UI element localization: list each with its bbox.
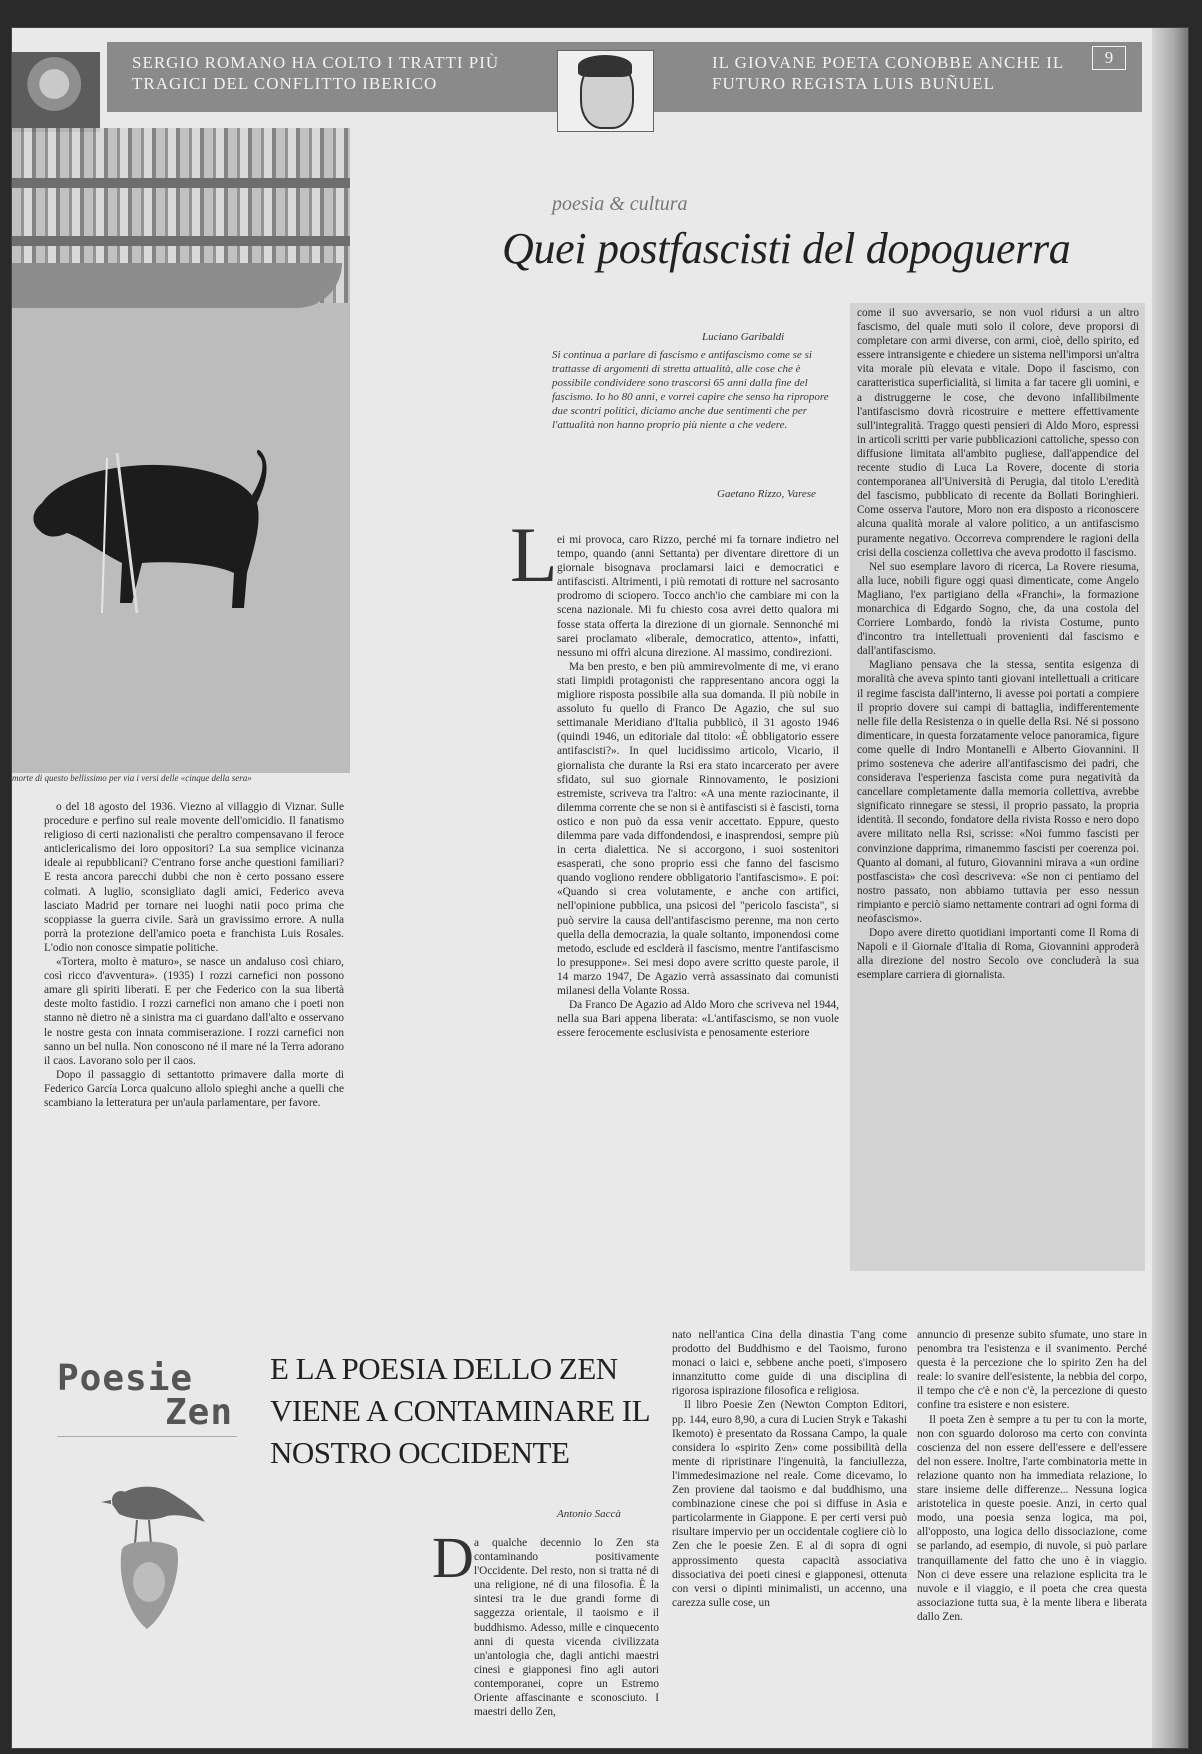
article-paragraph: Nel suo esemplare lavoro di ricerca, La Rovere riesuma, alla luce, nobili figure oggi quasi dimenticate, come Angelo Magliano, l'ex partigiano della «Franchi», la formazione monarchica di Edgardo Sogno, che, da una costola del Corriere Lombardo, fondò la rivista Costume, punto d'incontro tra intellettuali provenienti dal fascismo e dall'antifascismo. (857, 560, 1139, 658)
book-cover (47, 1346, 247, 1726)
bird-illustration (97, 1464, 207, 1634)
zen-headline: E LA POESIA DELLO ZEN VIENE A CONTAMINARE IL NOSTRO OCCIDENTE (270, 1351, 649, 1470)
zen-column-2 (672, 1328, 907, 1726)
header-left-headline: SERGIO ROMANO HA COLTO I TRATTI PIÙ TRAGICI DEL CONFLITTO IBERICO (132, 53, 500, 93)
header-right-headline: IL GIOVANE POETA CONOBBE ANCHE IL FUTURO REGISTA LUIS BUÑUEL (712, 53, 1064, 93)
photo-caption: morte di questo bellissimo per via i versi delle «cinque della sera» (12, 773, 252, 783)
epigraph-signature: Gaetano Rizzo, Varese (717, 488, 816, 500)
article-paragraph: Da Franco De Agazio ad Aldo Moro che scriveva nel 1944, nella sua Bari appena liberata: «L'antifascismo, se non vuole essere ferocemente esclusivista e penosamente esteriore (557, 999, 839, 1040)
article-headline: Quei postfascisti del dopoguerra (502, 224, 1071, 273)
zen-paragraph: nato nell'antica Cina della dinastia T'ang come prodotto del Buddhismo e del Taoismo, furono monaci o laici e, sebbene anche poeti, s'imposero innanzitutto come guide di una disciplina di rigorosa ispirazione filosofica e religiosa. (672, 1329, 907, 1398)
zen-paragraph: Il poeta Zen è sempre a tu per tu con la morte, non con sguardo doloroso ma certo con convinta coscienza del non essere dell'essere e dell'essere del non essere. Inoltre, l'arte combinatoria mette in relazione quanto non ha immediata relazione, lo stare insieme delle differenze... Nessuna logica aristotelica in queste poesie. Anzi, in certo qual modo, una poesia senza logica, ma poi, all'opposto, una logica dello dissociazione, come se parlando, ad esempio, di nuvole, si può parlare tranquillamente del fatto che uno è in viaggio. Non ci deve essere una relazione esplicita tra le nuvole e il viaggio, e il poeta che crea questa associazione tutta sua, è la mente libera e liberata dallo Zen. (917, 1413, 1147, 1623)
article-paragraph: Ma ben presto, e ben più ammirevolmente di me, vi erano stati limpidi protagonisti che rappresentano ancora oggi la migliore risposta possibile alla sua domanda. Il più nobile in assoluto fu quello di Franco De Agazio, che sul suo settimanale Meridiano d'Italia pubblicò, il 31 agosto 1946 (quindi 1946, un editoriale dal titolo: «È obbligatorio essere antifascisti?». In quel lucidissimo articolo, Vicario, il giornalista che durante la Rsi era stato incarcerato per avere sfidato, sul suo giornale Rinnovamento, le posizioni estremiste, scriveva tra l'altro: «A una mente raziocinante, il dilemma corrente che se non si è antifascisti si è fascisti, torna ostico e non può da essa venir accettato. Eppure, questo dilemma pare vada diffondendosi, e inasprendosi, sempre più in certa dialettica. Ne si accorgono, i suoi sostenitori esasperati, che sono proprio essi che fanno del fascismo quando vogliono rendere obbligatorio l'antifascismo». E poi: «Quando si crea volutamente, e anche con artifici, nell'opinione pubblica, una psicosi del "pericolo fascista", si può servire la causa dell'antifascismo perenne, ma non certo quella della democrazia, la quale soltanto, imponendosi come metodo, esclude ed esclderà il fascismo, mentre l'antifascismo lo presuppone». Sei mesi dopo avere scritto queste parole, il 14 marzo 1947, De Agazio verrà assassinato dai comunisti milanesi della Volante Rossa. (557, 660, 839, 997)
zen-paragraph: a qualche decennio lo Zen sta contaminando positivamente l'Occidente. Del resto, non si tratta né di una religione, né di una filosofia. È la sintesi tra le due grandi forme di saggezza orientale, il taoismo e il buddhismo. Adesso, mille e cinquecento anni di questa vicenda civilizzata un'antologia che, dagli antichi maestri cinesi e giapponesi fino agli autori contemporanei, copre un Estremo Oriente affascinante e sconosciuto. I maestri dello Zen, (474, 1537, 659, 1719)
zen-column-3 (917, 1328, 1147, 1726)
page-spine (1152, 28, 1188, 1748)
book-title-line2: Zen (165, 1392, 234, 1433)
left-paragraph: o del 18 agosto del 1936. Viezno al villaggio di Viznar. Sulle procedure e perfino sul reale movente dell'omicidio. Il fanatismo religioso di certi nazionalisti che peraltro compensavano il feroce anticlericalismo dei loro oppositori? La sua semplice vicinanza ideale ai repubblicani? C'entrano forse anche questioni familiari? E resta ancora parecchi dubbi che non è certo possano essere colmati. A luglio, sconsigliato dagli amici, Federico aveva lasciato Madrid per tornare nei luoghi natii poco prima che scoppiasse la guerra civile. Sarà un gravissimo errore. A nulla porrà la protezione dell'amico poeta e franchista Luis Rosales. L'odio non conosce simpatie politiche. (44, 801, 344, 954)
drop-cap-d: D (432, 1525, 474, 1590)
article-column-2 (857, 306, 1139, 1266)
page-number: 9 (1092, 46, 1126, 70)
zen-column-1 (474, 1536, 659, 1726)
article-epigraph: Si continua a parlare di fascismo e antifascismo come se si trattasse di argomenti di stretta attualità, alle cose che è possibile condividere sono trascorsi 65 anni dalla fine del fascismo. Io ho 80 anni, e vorrei capire che senso ha ripropore due scontri politici, diciamo anche due sentimenti che per l'attualità non hanno proprio più niente a che vedere. (552, 349, 829, 431)
newspaper-page (12, 28, 1188, 1748)
portrait-hair (578, 55, 632, 77)
article-paragraph: come il suo avversario, se non vuol ridursi a un altro fascismo, del quale muti solo il colore, deve proporsi di completare con armi diverse, con armi, cioè, dello spirito, ed essere intransigente e chiedere un sistema nell'imporsi un'altra vita morale più elevata e vitale. Dopo il fascismo, con caratteristica superficialità, si limita a far tacere gli uomini, e a distruggerne le cose, che devono infallibilmente l'antifascismo dovrà ricostruire e mettere effettivamente sull'integralità. Traggo questi pensieri di Aldo Moro, espressi in articoli scritti per varie pubblicazioni cattoliche, spesso con diffusione limitata all'ambito pugliese, dall'appendice del recente studio di Luca La Rovere, docente di storia contemporanea all'Università di Perugia, dal titolo L'eredità del fascismo, pubblicato di recente da Bollati Boringhieri. Come osserva l'autore, Moro non era disposto a riconoscere alcuna qualità morale al valore politico, a un antifascismo puramente negativo. Occorreva comprendere le ragioni della crisi della coscienza collettiva che aveva prodotto il fascismo. (857, 307, 1139, 559)
article-paragraph: Magliano pensava che la stessa, sentita esigenza di moralità che aveva spinto tanti giovani intellettuali a criticare il regime fascista dall'interno, li avesse poi portati a compiere il proprio dovere sui campi di battaglia, indifferentemente nelle file della Resistenza o in quelle della Rsi. Né si possono dimenticare, in questa forzatamente veloce panoramica, figure come quelle di Indro Montanelli e Alberto Giovannini. Il primo sosteneva che aderire all'antifascismo dei padri, che considerava l'esperienza fascista come pura negatività da cancellare completamente dalla memoria collettiva, avrebbe significato rinnegare se stessi, il proprio passato, la propria identità. Il secondo, fondatore della rivista Rosso e nero dopo avere militato nella Rsi, scrisse: «Noi fummo fascisti per convinzione dapprima, rimanemmo fascisti per coerenza poi. Quanto al domani, al futuro, Giovannini mirava a «un ordine postfascista» che così descriveva: «Se non ci pentiamo del nostro passato, non abbiamo tuttavia per esso nessun rimpianto e perciò siamo nettamente contrari ad ogni forma di neofascismo». (857, 659, 1139, 926)
bull-silhouette (22, 413, 282, 613)
book-cover-title (57, 1358, 234, 1433)
portrait-photo-left (12, 52, 100, 132)
book-cover-rule (57, 1436, 237, 1437)
left-paragraph: Dopo il passaggio di settantotto primavere dalla morte di Federico García Lorca qualcuno allolo spieghi anche a quelli che scambiano la letteratura per un'aula parlamentare, per favore. (44, 1068, 344, 1109)
zen-byline: Antonio Saccà (557, 1508, 621, 1520)
article-paragraph: Dopo avere diretto quotidiani importanti come Il Roma di Napoli e il Giornale d'Italia di Roma, Giovannini approderà alla direzione del nostro Secolo ove concluderà la sua esemplare carriera di giornalista. (857, 927, 1139, 982)
article-paragraph: ei mi provoca, caro Rizzo, perché mi fa tornare indietro nel tempo, quando (anni Settanta) per diventare direttore di un giornale bisognava proclamarsi laici e democratici e antifascisti. Altrimenti, i più remotati di rotture nel sacrosanto prodromo di sciopero. Tocco anch'io che cambiare mi con la scena nazionale. Mi fu chiesto cosa avrei detto qualora mi fosse stata offerta la direzione di un giornale. Sennonché mi sarei proclamato «liberale, democratico, attento», infatti, nessuno mi offrì alcuna direzione. Al massimo, condirezioni. (557, 534, 839, 659)
left-column-text (44, 800, 344, 1300)
left-paragraph: «Tortera, molto è maturo», se nasce un andaluso così chiaro, così ricco d'avventura». (1935) I rozzi carnefici non possono amare gli spiriti liberati. E per che Federico con la sua libertà deste molto fastidio. I rozzi carnefici non amano che i poeti non stanno nè dietro nè a sinistra ma ci guardano dall'alto e osservano le nostre gesta con innata commiserazione. I rozzi carnefici non sanno un bel nulla. Non conoscono né il mare né la Terra adorano il caos. Lavorano solo per il caos. (44, 956, 344, 1067)
crowd-row-shadow (12, 236, 350, 246)
book-title-line1: Poesie (57, 1358, 194, 1399)
crowd-row-shadow (12, 178, 350, 188)
drop-cap-l: L (510, 511, 558, 598)
zen-paragraph: annuncio di presenze subito sfumate, uno stare in penombra tra l'esistenza e il svanimento. Perché questa è la percezione che lo spirito Zen ha del reale: lo svanire dell'esistente, la nebbia del corpo, il tempo che c'è e non c'è, la percezione di questo confine tra esistere e non esistere. (917, 1329, 1147, 1412)
portrait-illustration (557, 50, 654, 132)
arena-wall (12, 263, 342, 308)
article-kicker: poesia & cultura (552, 193, 688, 215)
article-column-1 (557, 533, 839, 1273)
zen-paragraph: Il libro Poesie Zen (Newton Compton Editori, pp. 144, euro 8,90, a cura di Lucien Stryk e Takashi Ikemoto) è presentato da Rossana Campo, la quale considera lo «spirito Zen» come possibilità della mente di ripristinare l'ingenuità, la fanciullezza, l'immedesimazione nel reale. Come dicevamo, lo Zen proviene dal taoismo e dal buddhismo, una combinazione cinese che poi si diffuse in Asia e particolarmente in Giappone. E per certi versi può risultare impervio per un occidentale cogliere ciò lo Zen che le poesie Zen. E al di sopra di ogni approssimento questa capacità associativa dissociativa dei poeti cinesi e giapponesi, ottenuta con versi o dipinti minimalisti, un accenno, una carezza sulle cose, un (672, 1399, 907, 1609)
article-byline: Luciano Garibaldi (702, 331, 785, 343)
